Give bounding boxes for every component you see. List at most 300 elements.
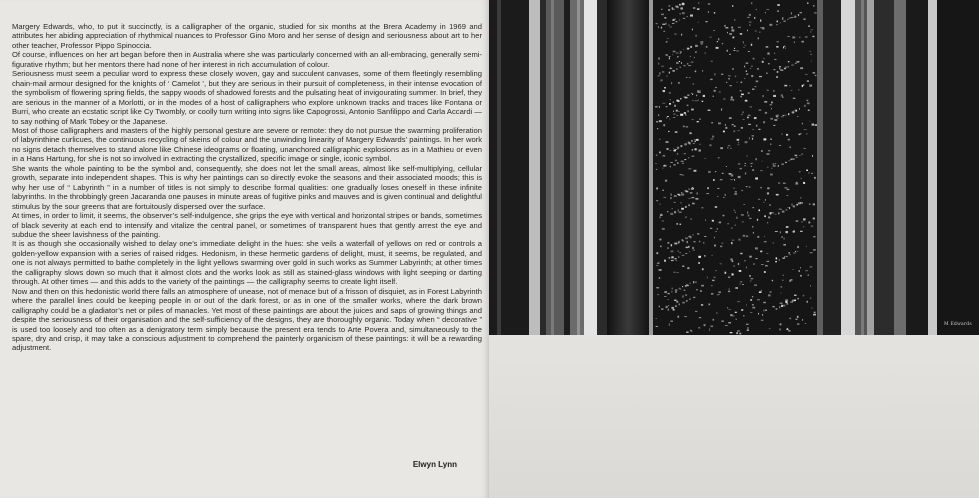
speckle — [669, 5, 671, 6]
speckle — [766, 46, 769, 47]
speckle — [796, 182, 797, 183]
speckle — [803, 295, 805, 297]
speckle — [780, 286, 782, 287]
speckle — [656, 318, 658, 319]
speckle — [780, 293, 781, 294]
speckle — [676, 100, 678, 102]
speckle — [661, 27, 662, 29]
speckle — [782, 258, 785, 259]
speckle — [773, 165, 776, 167]
speckle — [770, 118, 773, 120]
speckle — [662, 103, 665, 104]
speckle — [738, 263, 739, 265]
speckle — [656, 200, 658, 201]
speckle — [662, 228, 665, 229]
speckle — [662, 168, 663, 169]
speckle — [789, 318, 791, 319]
speckle — [751, 166, 752, 167]
speckle — [734, 193, 737, 194]
speckle — [780, 231, 781, 233]
speckle — [788, 252, 790, 253]
speckle — [699, 119, 701, 120]
speckle — [775, 214, 777, 215]
speckle — [756, 9, 757, 10]
speckle — [797, 298, 798, 299]
speckle — [741, 82, 743, 84]
speckle — [747, 30, 748, 32]
speckle — [681, 52, 683, 53]
speckle — [687, 241, 688, 243]
speckle — [676, 68, 678, 70]
speckle — [693, 143, 695, 144]
speckle — [792, 159, 795, 160]
speckle — [795, 63, 797, 64]
speckle — [684, 290, 686, 291]
speckle — [693, 188, 694, 189]
speckle — [721, 321, 723, 322]
speckle — [800, 197, 801, 198]
speckle — [693, 7, 696, 9]
speckle — [740, 281, 742, 282]
speckle — [688, 65, 691, 66]
speckle — [673, 272, 675, 273]
speckle — [743, 41, 744, 43]
speckle — [732, 273, 734, 275]
essay-text — [12, 22, 482, 353]
speckle — [710, 228, 712, 229]
speckle — [715, 171, 716, 172]
speckle — [741, 127, 743, 128]
speckle — [678, 111, 680, 112]
speckle — [799, 108, 800, 110]
speckle — [674, 202, 676, 203]
speckle — [693, 297, 695, 298]
speckle — [775, 231, 778, 232]
speckle — [731, 242, 732, 244]
speckle — [783, 115, 785, 116]
speckle — [740, 168, 743, 169]
speckle — [808, 110, 810, 111]
speckle — [733, 50, 735, 51]
speckle — [715, 231, 717, 232]
speckle — [798, 90, 799, 91]
speckle — [793, 206, 795, 208]
speckle — [813, 314, 816, 316]
speckle — [764, 215, 766, 217]
speckle — [701, 43, 703, 45]
speckle — [681, 208, 684, 210]
speckle — [811, 61, 812, 62]
speckle — [661, 66, 664, 67]
speckle — [728, 223, 729, 224]
speckle — [691, 109, 694, 111]
speckle — [697, 90, 698, 92]
speckle — [673, 117, 675, 118]
speckle — [746, 304, 747, 305]
speckle — [744, 47, 745, 48]
speckle — [676, 62, 679, 64]
speckle — [784, 68, 786, 70]
speckle — [660, 214, 663, 216]
speckle — [740, 253, 742, 254]
speckle — [689, 204, 690, 206]
speckle — [667, 247, 669, 249]
speckle — [759, 76, 762, 77]
speckle — [666, 106, 668, 107]
speckle — [783, 275, 784, 276]
speckle — [727, 32, 728, 33]
speckle — [757, 219, 758, 221]
speckle — [767, 187, 769, 189]
speckle — [740, 284, 741, 285]
speckle — [815, 124, 818, 126]
speckle — [807, 80, 809, 81]
speckle — [797, 316, 799, 318]
speckle — [673, 113, 675, 115]
speckle — [693, 234, 694, 236]
speckle — [737, 302, 740, 303]
speckle — [715, 206, 718, 208]
speckle — [732, 315, 734, 316]
speckle — [670, 162, 673, 163]
speckle — [680, 7, 683, 9]
speckle — [717, 294, 720, 295]
speckle — [748, 214, 750, 216]
speckle — [677, 316, 679, 318]
speckle — [746, 63, 749, 64]
speckle — [692, 100, 695, 101]
speckle — [686, 285, 689, 286]
speckle — [740, 96, 742, 98]
speckle — [747, 117, 749, 119]
speckle — [674, 300, 676, 301]
speckle — [681, 62, 682, 64]
speckle — [703, 242, 704, 244]
speckle — [776, 257, 778, 259]
speckle — [746, 267, 747, 269]
speckle — [730, 99, 733, 101]
speckle — [776, 46, 778, 47]
speckle — [684, 159, 686, 160]
speckle — [774, 59, 776, 60]
speckle — [787, 195, 789, 196]
speckle — [659, 277, 661, 279]
blank-page-area — [489, 335, 979, 498]
speckle — [801, 154, 803, 155]
speckle — [787, 19, 789, 20]
speckle — [706, 46, 708, 47]
speckle — [743, 284, 744, 285]
speckle — [692, 187, 693, 188]
speckle — [657, 263, 658, 264]
speckle — [704, 255, 706, 256]
speckle — [720, 264, 723, 265]
speckle — [661, 308, 664, 309]
speckle — [728, 322, 731, 323]
speckle — [682, 239, 683, 241]
speckle — [764, 138, 767, 140]
speckle — [728, 277, 730, 279]
speckle — [786, 134, 788, 136]
speckle — [656, 265, 658, 266]
speckle — [757, 299, 760, 300]
speckle — [675, 160, 677, 162]
speckle — [674, 34, 676, 35]
speckle — [725, 272, 727, 274]
speckle — [680, 52, 681, 54]
speckle — [766, 153, 769, 155]
speckle — [778, 182, 780, 184]
speckle — [699, 317, 701, 318]
essay-paragraph: Of course, influences on her art began before then in Australia where she was particularly concerned with an all-embracing, generally semi-figurative rhythm; but her mentors there had none of her interest in rich accumulation of colour. — [12, 50, 482, 69]
speckle — [813, 5, 814, 7]
speckle — [693, 250, 695, 251]
speckle — [795, 155, 798, 156]
speckle — [761, 264, 764, 265]
speckle — [792, 204, 793, 206]
speckle — [781, 117, 784, 118]
speckle — [686, 332, 688, 333]
speckle — [698, 92, 701, 93]
speckle — [676, 53, 679, 54]
speckle — [760, 170, 763, 171]
speckle — [690, 219, 691, 220]
speckle — [664, 87, 666, 89]
speckle — [717, 41, 718, 42]
speckle — [805, 270, 808, 271]
speckle — [658, 115, 659, 116]
speckle — [762, 161, 763, 162]
speckle — [794, 16, 796, 18]
speckle — [716, 312, 717, 313]
speckle — [668, 242, 670, 243]
speckle — [699, 90, 701, 91]
speckle — [772, 280, 773, 282]
speckle — [685, 190, 688, 191]
speckle — [677, 153, 678, 155]
speckle — [802, 41, 804, 43]
speckle — [726, 82, 727, 83]
speckle — [692, 149, 693, 150]
speckle — [681, 161, 684, 162]
speckle — [749, 218, 752, 219]
speckle — [787, 36, 789, 37]
speckle — [659, 152, 660, 154]
speckle — [752, 207, 754, 208]
speckle — [743, 315, 745, 316]
author-signature: Elwyn Lynn — [412, 460, 457, 469]
speckle — [713, 179, 715, 181]
speckle — [752, 138, 753, 140]
speckle — [675, 258, 677, 259]
speckle — [780, 323, 782, 325]
speckle — [778, 115, 779, 117]
speckle — [803, 84, 805, 86]
speckle — [736, 332, 738, 334]
speckle — [717, 188, 720, 189]
speckle — [675, 305, 677, 307]
speckle — [681, 34, 682, 36]
speckle — [711, 293, 713, 294]
speckle — [749, 14, 751, 16]
speckle — [688, 168, 691, 170]
speckle — [785, 48, 786, 49]
speckle — [813, 218, 815, 220]
speckle — [752, 226, 753, 227]
speckle — [771, 108, 772, 109]
speckle — [659, 269, 662, 270]
speckle — [755, 258, 757, 259]
speckle — [782, 96, 784, 98]
speckle — [803, 182, 805, 184]
speckle — [666, 117, 667, 119]
speckle — [714, 12, 715, 14]
speckle — [758, 129, 760, 130]
speckle — [674, 105, 676, 107]
speckle — [779, 66, 781, 67]
speckle — [759, 32, 761, 33]
speckle — [659, 72, 660, 74]
speckle — [807, 3, 809, 4]
speckle — [767, 53, 769, 55]
speckle — [789, 207, 790, 209]
speckle — [666, 75, 667, 76]
speckle — [663, 197, 666, 198]
speckle — [758, 313, 759, 315]
speckle — [677, 115, 679, 116]
speckle — [760, 187, 761, 188]
speckle — [675, 291, 677, 293]
speckle — [723, 99, 725, 100]
speckle — [732, 124, 734, 125]
speckle — [722, 243, 724, 244]
speckle — [663, 166, 665, 167]
speckle — [733, 99, 734, 101]
speckle — [737, 330, 740, 332]
speckle — [732, 5, 733, 7]
speckle — [695, 148, 697, 150]
speckle — [680, 174, 683, 175]
speckle — [729, 85, 732, 86]
speckle — [754, 17, 755, 19]
speckle — [751, 44, 752, 46]
speckle — [778, 165, 779, 167]
speckle — [673, 164, 675, 165]
speckle — [696, 95, 697, 97]
speckle — [768, 217, 770, 219]
speckle — [807, 100, 809, 102]
painting-image — [489, 0, 979, 335]
speckle — [721, 109, 722, 111]
speckle — [735, 312, 737, 313]
speckle — [741, 94, 744, 96]
speckle — [763, 95, 764, 97]
speckle — [749, 137, 750, 139]
speckle — [683, 49, 684, 50]
speckle — [801, 178, 802, 179]
speckle — [705, 158, 706, 159]
speckle — [690, 46, 691, 48]
speckle — [656, 326, 658, 327]
speckle — [803, 19, 805, 20]
speckle — [714, 277, 716, 278]
speckle — [800, 267, 801, 268]
speckle — [749, 25, 750, 26]
speckle — [799, 37, 801, 38]
speckle — [674, 149, 677, 150]
speckle — [701, 207, 703, 208]
speckle — [682, 255, 685, 256]
speckle — [677, 223, 678, 225]
speckle — [725, 127, 727, 129]
speckle — [794, 295, 796, 296]
speckle — [669, 68, 672, 69]
speckle — [731, 27, 733, 29]
speckle — [764, 271, 766, 273]
speckle — [743, 235, 745, 237]
speckle — [781, 134, 782, 135]
speckle — [670, 213, 673, 215]
speckle — [798, 14, 799, 16]
speckle — [711, 326, 714, 328]
speckle — [717, 228, 718, 230]
speckle — [764, 101, 767, 102]
speckle — [752, 89, 755, 90]
speckle — [678, 242, 679, 243]
speckle — [670, 99, 671, 100]
speckle — [769, 204, 770, 206]
speckle — [765, 112, 767, 114]
speckle — [695, 51, 697, 53]
speckle — [774, 53, 775, 54]
speckle — [810, 252, 813, 253]
speckle — [669, 57, 670, 59]
speckle — [795, 319, 797, 320]
speckle — [758, 199, 760, 200]
speckle — [687, 110, 688, 112]
speckle — [684, 112, 686, 114]
speckle — [765, 199, 766, 201]
speckle — [779, 259, 780, 260]
speckle — [688, 142, 690, 144]
speckle — [702, 101, 704, 102]
speckle — [686, 16, 688, 17]
essay-paragraph: She wants the whole painting to be the symbol and, consequently, she does not let the small areas, almost like self-multiplying, cellular growth, separate into independent shapes. This is why her paintings can so directly evoke the seasons and their associated moods; this is why her use of “ Labyrinth ” in a number of titles is not simply to describe formal qualities: one gradually loses oneself in these infinite labyrinths. In the throbbingly green Jacaranda one pauses in minute areas of fugitive pinks and mauves and is given continual and delightful stimulus by the sour greens that are fortuitously dispersed over the surface. — [12, 163, 482, 211]
speckle — [740, 90, 742, 91]
speckle — [764, 236, 765, 237]
left-page — [0, 0, 489, 498]
speckle — [767, 90, 769, 91]
speckle — [683, 175, 684, 176]
speckle — [788, 330, 790, 332]
speckle — [673, 111, 674, 112]
speckle — [784, 256, 785, 257]
speckle — [777, 21, 778, 23]
speckle — [760, 27, 762, 28]
speckle — [671, 307, 674, 309]
speckle — [803, 148, 806, 149]
speckle — [748, 115, 751, 117]
speckle — [671, 244, 672, 246]
speckle — [681, 145, 682, 147]
speckle — [710, 79, 712, 80]
speckle — [737, 139, 740, 141]
speckle — [800, 275, 802, 277]
speckle — [734, 48, 735, 49]
speckle — [761, 150, 762, 152]
speckle — [775, 261, 777, 262]
speckle — [720, 179, 723, 180]
